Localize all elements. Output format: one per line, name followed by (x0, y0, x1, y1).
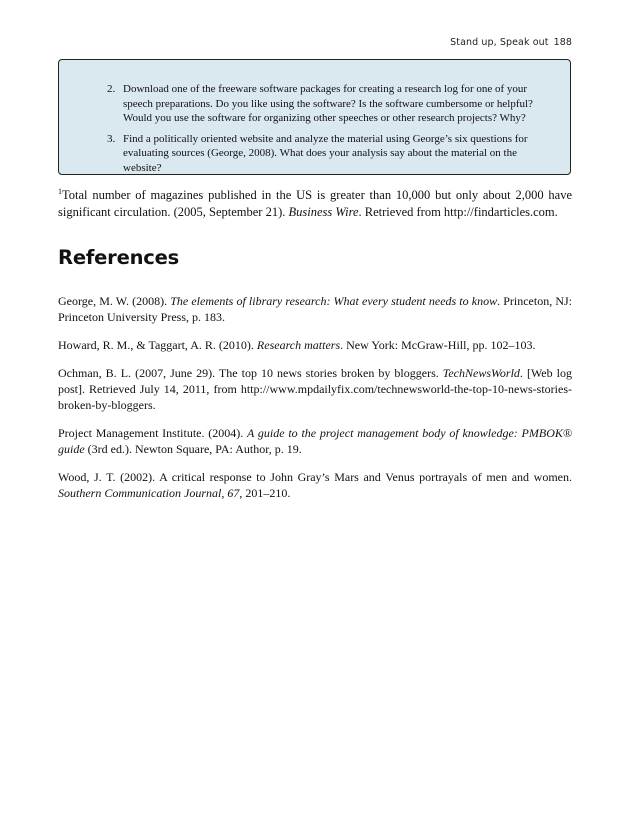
references-list (58, 293, 572, 513)
reference-title: Research matters (256, 338, 341, 352)
reference-text: Howard, R. M., & Taggart, A. R. (2010). (58, 338, 257, 352)
exercise-item (107, 82, 547, 126)
reference-publisher: . [Web log post]. Retrieved July 14, 2011, from http://www.mpdailyfix.com/technewsworld-the-top-10-news-stories-broken-by-bloggers. (58, 366, 572, 412)
references-heading: References (58, 246, 180, 269)
reference-entry (58, 293, 572, 325)
reference-text: Wood, J. T. (2002). A critical response to John Gray’s Mars and Venus portrayals of men and women. (58, 470, 572, 484)
footnote-marker: 1 (58, 187, 62, 196)
page-number: 188 (553, 37, 572, 48)
running-head-title: Stand up, Speak out (450, 37, 549, 48)
running-head (450, 37, 572, 48)
reference-text: Project Management Institute. (2004). (58, 426, 248, 440)
footnote-retrieved: . Retrieved from http://findarticles.com. (358, 205, 558, 219)
reference-title: TechNewsWorld (442, 366, 520, 380)
reference-title: The elements of library research: What every student needs to know (170, 294, 498, 308)
reference-entry (58, 365, 572, 413)
footnote-text: Total number of magazines published in the US is greater than 10,000 but only about 2,000 have significant circulation. (2005, September 21). (58, 188, 572, 219)
exercise-text: Find a politically oriented website and analyze the material using George’s six questions for evaluating sources (George, 2008). What does your analysis say about the material on the website? (123, 132, 528, 174)
exercise-box (58, 59, 571, 175)
exercise-item (107, 132, 547, 176)
exercise-number: 2. (107, 83, 116, 95)
exercise-list (107, 82, 547, 181)
footnote (58, 187, 572, 221)
reference-publisher: (3rd ed.). Newton Square, PA: Author, p. 19. (84, 442, 302, 456)
reference-entry (58, 425, 572, 457)
reference-title: Southern Communication Journal, 67 (58, 486, 240, 500)
reference-text: Ochman, B. L. (2007, June 29). The top 10 news stories broken by bloggers. (58, 366, 443, 380)
reference-entry (58, 469, 572, 501)
exercise-number: 3. (107, 132, 116, 145)
reference-publisher: . Princeton, NJ: Princeton University Press, p. 183. (58, 294, 572, 324)
reference-entry (58, 337, 572, 353)
reference-publisher: . New York: McGraw-Hill, pp. 102–103. (340, 338, 536, 352)
footnote-source: Business Wire (288, 205, 359, 219)
exercise-text: Download one of the freeware software packages for creating a research log for one of your speech preparations. Do you like using the software? Is the software cumbersome or helpful? Would you use the software for organizing other speeches or other research projects? Why? (123, 83, 533, 124)
reference-title: A guide to the project management body of knowledge: PMBOK® guide (58, 426, 573, 456)
reference-text: George, M. W. (2008). (58, 294, 171, 308)
reference-publisher: , 201–210. (239, 486, 291, 500)
